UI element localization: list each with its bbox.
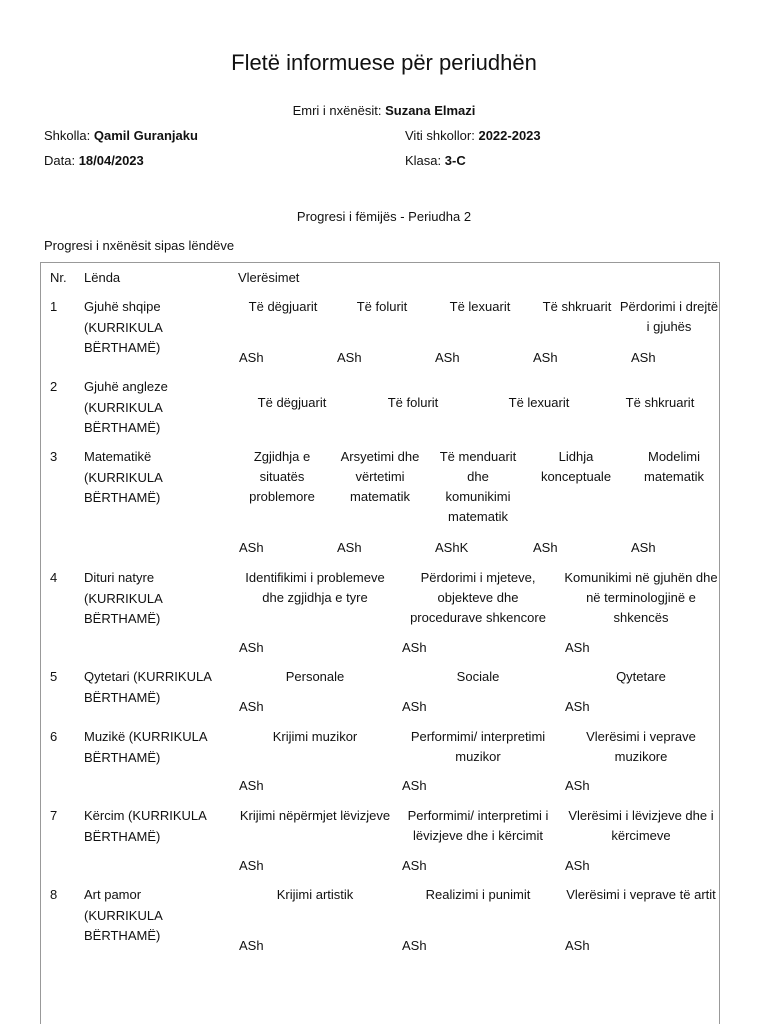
criterion: Identifikimi i problemeve dhe zgjidhja e tyre bbox=[245, 570, 385, 605]
grade-value: ASh bbox=[239, 640, 264, 655]
criterion: Të menduarit dhe komunikimi matematik bbox=[439, 449, 517, 524]
subject-line: Matematikë bbox=[84, 449, 152, 464]
subject-line: BËRTHAMË) bbox=[84, 689, 161, 705]
criterion: Sociale bbox=[456, 669, 500, 684]
grade-value: ASh bbox=[239, 858, 264, 873]
subject-line: Art pamor bbox=[84, 887, 142, 902]
school-year-label: Viti shkollor: bbox=[405, 128, 475, 143]
page-title: Fletë informuese për periudhën bbox=[231, 50, 537, 75]
criterion: Vlerësimi i veprave të artit bbox=[566, 887, 716, 902]
grade-value: ASh bbox=[631, 350, 656, 365]
grade-value: ASh bbox=[565, 778, 590, 793]
school-year-line bbox=[405, 128, 541, 143]
row-number: 3 bbox=[50, 449, 58, 464]
class-value: 3-C bbox=[444, 153, 466, 168]
subject-cell bbox=[84, 806, 234, 847]
criterion: Të lexuarit bbox=[449, 299, 511, 314]
grade-value: ASh bbox=[402, 778, 427, 793]
school-year-value: 2022-2023 bbox=[478, 128, 541, 143]
subject-cell bbox=[84, 727, 234, 768]
subject-cell bbox=[84, 297, 234, 359]
grade-value: ASh bbox=[239, 699, 264, 714]
progress-subtitle: Progresi i nxënësit sipas lëndëve bbox=[44, 238, 235, 253]
criterion: Modelimi matematik bbox=[644, 449, 704, 484]
school-value: Qamil Guranjaku bbox=[93, 128, 198, 143]
criterion: Realizimi i punimit bbox=[425, 887, 531, 902]
grade-value: ASh bbox=[337, 350, 362, 365]
subject-line: Dituri natyre bbox=[84, 570, 155, 585]
row-number: 4 bbox=[50, 570, 58, 585]
subject-line: (KURRIKULA bbox=[84, 907, 163, 923]
criterion: Krijimi muzikor bbox=[272, 729, 358, 744]
criterion: Përdorimi i drejtë i gjuhës bbox=[619, 299, 719, 334]
grade-value: ASh bbox=[533, 540, 558, 555]
class-line bbox=[405, 153, 466, 168]
criterion: Qytetare bbox=[616, 669, 666, 684]
date-label: Data: bbox=[44, 153, 76, 168]
criterion: Performimi/ interpretimi muzikor bbox=[410, 729, 546, 764]
criterion: Të shkruarit bbox=[625, 395, 695, 410]
row-number: 1 bbox=[50, 299, 58, 314]
header-subject: Lënda bbox=[84, 270, 121, 285]
subject-line: (KURRIKULA bbox=[84, 319, 163, 335]
row-number: 8 bbox=[50, 887, 58, 902]
grade-value: ASh bbox=[565, 699, 590, 714]
grade-value: ASh bbox=[565, 640, 590, 655]
student-name-label: Emri i nxënësit: bbox=[292, 103, 382, 118]
progress-title: Progresi i fëmijës - Periudha 2 bbox=[296, 209, 472, 224]
grade-value: ASh bbox=[239, 778, 264, 793]
subject-line: Qytetari (KURRIKULA bbox=[84, 669, 212, 684]
criterion: Komunikimi në gjuhën dhe në terminologjinë e shkencës bbox=[564, 570, 718, 625]
criterion: Vlerësimi i veprave muzikore bbox=[586, 729, 696, 764]
criterion: Të shkruarit bbox=[542, 299, 612, 314]
grade-value: ASh bbox=[631, 540, 656, 555]
grade-value: ASh bbox=[402, 640, 427, 655]
criterion: Zgjidhja e situatës problemore bbox=[249, 449, 315, 504]
grade-value: ASh bbox=[402, 858, 427, 873]
criterion: Të folurit bbox=[356, 299, 408, 314]
subject-cell bbox=[84, 377, 234, 439]
grade-value: ASh bbox=[337, 540, 362, 555]
subject-cell bbox=[84, 568, 234, 630]
criterion: Arsyetimi dhe vërtetimi matematik bbox=[340, 449, 420, 504]
date-line bbox=[44, 153, 144, 168]
subject-line: BËRTHAMË) bbox=[84, 828, 161, 844]
subject-line: (KURRIKULA bbox=[84, 469, 163, 485]
subject-line: (KURRIKULA bbox=[84, 590, 163, 606]
subject-line: BËRTHAMË) bbox=[84, 420, 161, 435]
student-name-value: Suzana Elmazi bbox=[385, 103, 476, 118]
criterion: Performimi/ interpretimi i lëvizjeve dhe i kërcimit bbox=[407, 808, 549, 843]
subject-line: BËRTHAMË) bbox=[84, 749, 161, 765]
subject-line: BËRTHAMË) bbox=[84, 928, 161, 943]
row-number: 6 bbox=[50, 729, 58, 744]
grades-table bbox=[40, 262, 720, 1024]
row-number: 5 bbox=[50, 669, 58, 684]
subject-line: Gjuhë angleze bbox=[84, 379, 168, 394]
grade-value: AShK bbox=[435, 540, 469, 555]
criterion: Vlerësimi i lëvizjeve dhe i kërcimeve bbox=[568, 808, 714, 843]
criterion: Krijimi nëpërmjet lëvizjeve bbox=[239, 808, 391, 823]
subject-cell bbox=[84, 885, 234, 947]
grade-value: ASh bbox=[435, 350, 460, 365]
student-name-line bbox=[0, 103, 768, 118]
header-nr: Nr. bbox=[50, 270, 67, 285]
criterion: Të dëgjuarit bbox=[248, 299, 318, 314]
subject-line: Kërcim (KURRIKULA bbox=[84, 808, 207, 823]
subject-line: (KURRIKULA bbox=[84, 399, 163, 415]
school-label: Shkolla: bbox=[44, 128, 91, 143]
row-number: 7 bbox=[50, 808, 58, 823]
grade-value: ASh bbox=[239, 938, 264, 953]
grade-value: ASh bbox=[402, 699, 427, 714]
subject-line: Gjuhë shqipe bbox=[84, 299, 161, 314]
criterion: Të dëgjuarit bbox=[257, 395, 327, 410]
subject-line: BËRTHAMË) bbox=[84, 490, 161, 505]
grade-value: ASh bbox=[565, 938, 590, 953]
subject-cell bbox=[84, 667, 234, 708]
class-label: Klasa: bbox=[405, 153, 442, 168]
criterion: Përdorimi i mjeteve, objekteve dhe procedurave shkencore bbox=[410, 570, 546, 625]
criterion: Personale bbox=[285, 669, 345, 684]
grade-value: ASh bbox=[239, 350, 264, 365]
school-line bbox=[44, 128, 198, 143]
date-value: 18/04/2023 bbox=[78, 153, 144, 168]
header-grades: Vlerësimet bbox=[238, 270, 300, 285]
grade-value: ASh bbox=[239, 540, 264, 555]
subject-cell bbox=[84, 447, 234, 509]
row-number: 2 bbox=[50, 379, 58, 394]
grade-value: ASh bbox=[533, 350, 558, 365]
criterion: Të lexuarit bbox=[508, 395, 570, 410]
criterion: Lidhja konceptuale bbox=[540, 449, 612, 484]
criterion: Krijimi artistik bbox=[276, 887, 354, 902]
subject-line: Muzikë (KURRIKULA bbox=[84, 729, 208, 744]
grade-value: ASh bbox=[565, 858, 590, 873]
criterion: Të folurit bbox=[387, 395, 439, 410]
subject-line: BËRTHAMË) bbox=[84, 340, 161, 355]
subject-line: BËRTHAMË) bbox=[84, 611, 161, 626]
grade-value: ASh bbox=[402, 938, 427, 953]
